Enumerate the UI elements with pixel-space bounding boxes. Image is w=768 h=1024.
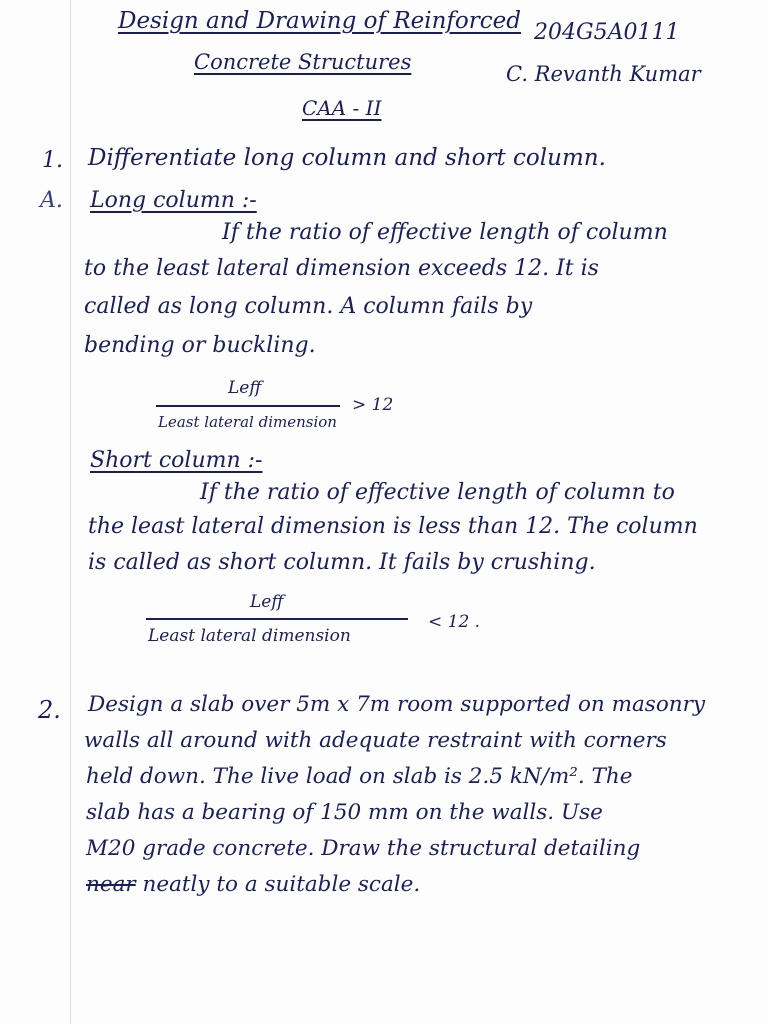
q2-line-6 (86, 874, 420, 896)
struck-word: near (86, 872, 136, 897)
long-fraction-denominator: Least lateral dimension (158, 413, 337, 431)
short-line-1: If the ratio of effective length of column to (200, 480, 675, 505)
title-line-1: Design and Drawing of Reinforced (118, 8, 521, 34)
short-line-2: the least lateral dimension is less than 12. The column (88, 514, 698, 539)
long-line-3: called as long column. A column fails by (84, 294, 533, 319)
q2-line-2: walls all around with adequate restraint with corners (84, 728, 667, 753)
q2-line-5: M20 grade concrete. Draw the structural detailing (86, 836, 641, 861)
q1-number: 1. (42, 148, 63, 173)
short-fraction-denominator: Least lateral dimension (148, 626, 351, 646)
long-line-4: bending or buckling. (84, 333, 316, 358)
short-line-3: is called as short column. It fails by crushing. (88, 550, 596, 575)
short-fraction-relation: < 12 . (428, 612, 481, 632)
q2-line-4: slab has a bearing of 150 mm on the walls. Use (86, 800, 603, 825)
q2-line-6-text: neatly to a suitable scale. (142, 872, 421, 897)
q2-line-1: Design a slab over 5m x 7m room supported on masonry (88, 692, 706, 717)
student-name: C. Revanth Kumar (506, 62, 701, 86)
assignment-label: CAA - II (302, 96, 382, 120)
short-column-heading: Short column :- (90, 448, 263, 473)
q2-line-3: held down. The live load on slab is 2.5 kN/m². The (86, 764, 633, 789)
long-fraction-relation: > 12 (352, 395, 394, 415)
short-fraction-bar (146, 618, 408, 620)
long-column-heading: Long column :- (90, 188, 257, 213)
long-fraction-bar (156, 405, 340, 407)
long-line-2: to the least lateral dimension exceeds 12. It is (84, 256, 599, 281)
q1-question: Differentiate long column and short column. (88, 145, 606, 171)
q2-number: 2. (38, 696, 61, 724)
title-line-2: Concrete Structures (194, 50, 412, 74)
margin-line (70, 0, 71, 1024)
long-fraction-numerator: Leff (228, 378, 262, 398)
short-fraction-numerator: Leff (250, 592, 284, 612)
answer-marker: A. (40, 188, 63, 213)
long-line-1: If the ratio of effective length of column (222, 220, 668, 245)
roll-number: 204G5A0111 (534, 20, 680, 45)
